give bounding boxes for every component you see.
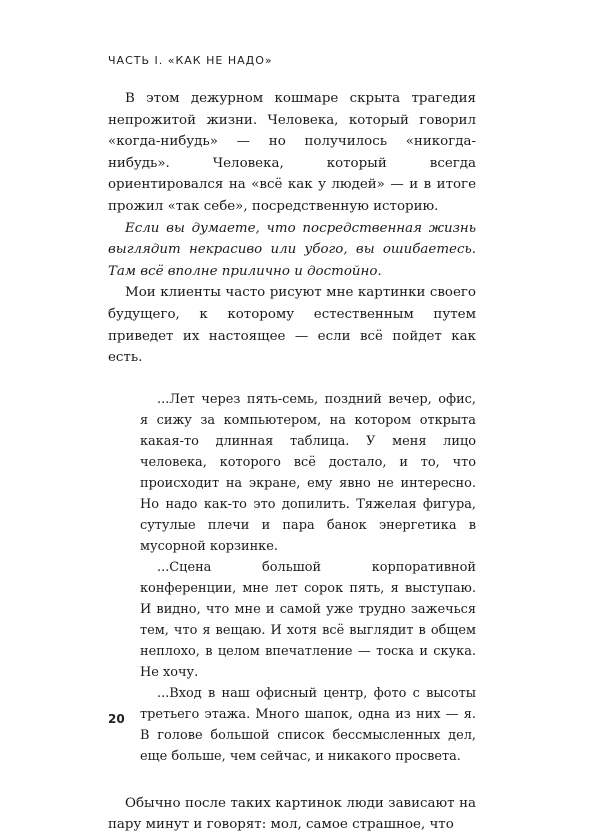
- page-body: [108, 88, 476, 836]
- quoted-visions-block: [108, 389, 476, 767]
- paragraph-italic-note: Если вы думаете, что посредственная жизнь выглядит некрасиво или убого, вы ошибаетесь. Там всё вполне прилично и достойно.: [108, 220, 476, 279]
- paragraph-clients: Мои клиенты часто рисуют мне картинки своего будущего, к которому естественным путем приведет их настоящее — если всё пойдет как есть.: [108, 285, 476, 366]
- running-header: ЧАСТЬ I. «КАК НЕ НАДО»: [108, 54, 273, 67]
- quote-conference: ...Сцена большой корпоративной конференции, мне лет сорок пять, я выступаю. И видно, что мне и самой уже трудно зажечься тем, что я вещаю. И хотя всё выглядит в общем неплохо, в целом впечатление — тоска и скука. Не хочу.: [140, 559, 476, 680]
- paragraph-closing: Обычно после таких картинок люди зависают на пару минут и говорят: мол, самое страшное, что: [108, 795, 476, 833]
- paragraph-tragedy: В этом дежурном кошмаре скрыта трагедия непрожитой жизни. Человека, который говорил «когда-нибудь» — но получилось «никогда-нибудь». Человека, который всегда ориентировался на «всё как у людей» — и в итоге прожил «так себе», посредственную историю.: [108, 91, 476, 214]
- page-number: 20: [108, 712, 125, 726]
- quote-office-entrance: ...Вход в наш офисный центр, фото с высоты третьего этажа. Много шапок, одна из них — я. В голове большой список бессмысленных дел, еще больше, чем сейчас, и никакого просвета.: [140, 685, 476, 764]
- quote-office-evening: ...Лет через пять-семь, поздний вечер, офис, я сижу за компьютером, на котором открыта какая-то длинная таблица. У меня лицо человека, которого всё достало, и то, что происходит на экране, ему явно не интересно. Но надо как-то это допилить. Тяжелая фигура, сутулые плечи и пара банок энергетика в мусорной корзинке.: [140, 391, 476, 554]
